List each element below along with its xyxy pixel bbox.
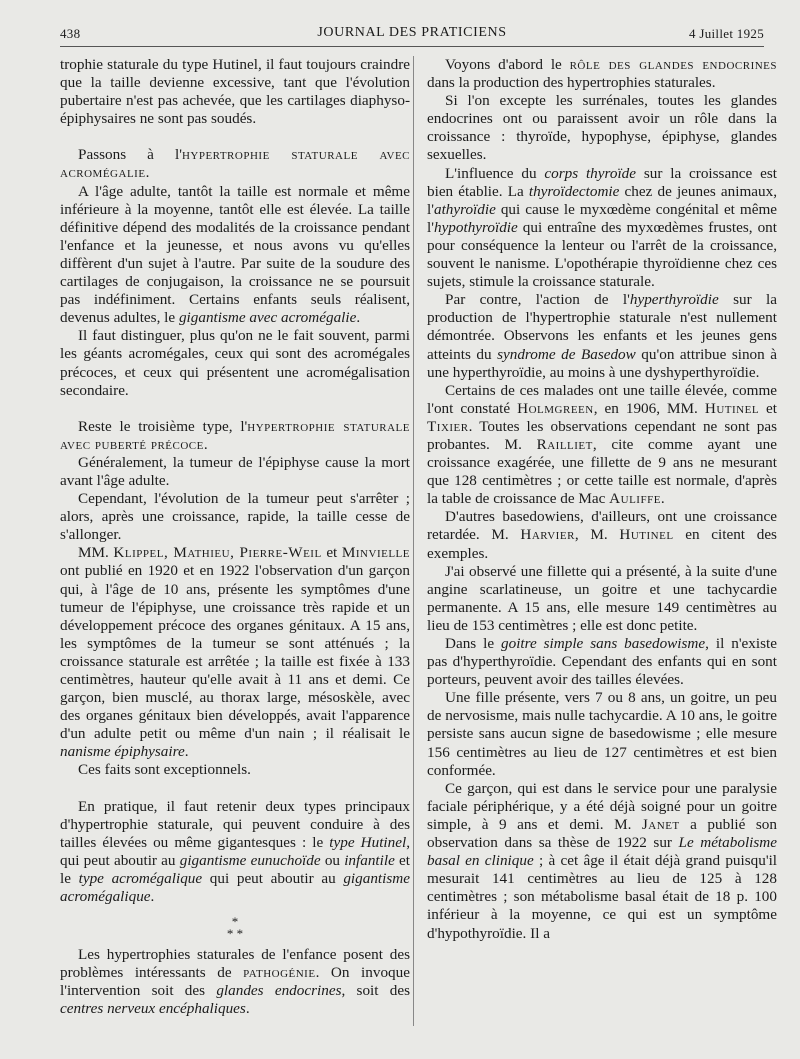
paragraph: Voyons d'abord le rôle des glandes endocrines dans la production des hypertrophies staturales. [427, 56, 778, 92]
section-heading-acromegalie: Passons à l'hypertrophie staturale avec acromégalie. [60, 146, 410, 182]
paragraph: Cependant, l'évolution de la tumeur peut s'arrêter ; alors, après une croissance, rapide, la taille cesse de s'allonger. [60, 490, 410, 544]
paragraph: D'autres basedowiens, d'ailleurs, ont une croissance retardée. M. Harvier, M. Hutinel en citent des exemples. [427, 508, 777, 562]
paragraph: Dans le goitre simple sans basedowisme, il n'existe pas d'hyperthyroïdie. Cependant des enfants qui en sont porteurs, peuvent avoir des tailles élevées. [427, 635, 777, 689]
paragraph: trophie staturale du type Hutinel, il faut toujours craindre que la taille devienne excessive, tant que l'évolution pubertaire n'est pas achevée, que les cartilages diaphyso-épiphysaires ne sont pas soudés. [60, 56, 410, 128]
page-number: 438 [60, 26, 81, 41]
separator-star-top: * [231, 914, 239, 930]
left-column [60, 56, 410, 1019]
paragraph: A l'âge adulte, tantôt la taille est normale et même inférieure à la moyenne, tantôt elle est élevée. La taille définitive dépend des modalités de la croissance pendant l'enfance et la jeunesse, et nous avons vu qu'elles diffèrent d'un sujet à l'autre. Par suite de la soudure des cartilages de conjugaison, la croissance ne se poursuit pas indéfiniment. Certains enfants seuls réalisent, devenus adultes, le gigantisme avec acromégalie. [60, 182, 410, 327]
issue-date: 4 Juillet 1925 [689, 26, 764, 41]
paragraph: Une fille présente, vers 7 ou 8 ans, un goitre, un peu de nervosisme, mais nulle tachycardie. A 10 ans, le goitre persiste sans aucun signe de basedowisme ; elle mesure 156 centimètres au lieu de 127 centimètres et est bien conformée. [427, 689, 777, 779]
section-heading-puberte: Reste le troisième type, l'hypertrophie staturale avec puberté précoce. [60, 417, 410, 453]
column-divider [413, 56, 414, 1026]
paragraph: J'ai observé une fillette qui a présenté, à la suite d'une angine scarlatineuse, un goitre et une tachycardie permanente. A 15 ans, elle mesure 149 centimètres au lieu de 153 centimètres ; elle est donc petite. [427, 562, 777, 634]
paragraph: Si l'on excepte les surrénales, toutes les glandes endocrines ont ou paraissent avoir un rôle dans la croissance : thyroïde, hypophyse, épiphyse, glandes sexuelles. [427, 92, 777, 164]
running-header [60, 22, 764, 47]
paragraph: L'influence du corps thyroïde sur la croissance est bien établie. La thyroïdectomie chez de jeunes animaux, l'athyroïdie qui cause le myxœdème congénital et même l'hypothyroïdie qui entraîne des myxœdèmes frustes, ont pour conséquence la lenteur ou l'arrêt de la croissance, souvent le nanisme. L'opothérapie thyroïdienne chez ces sujets, stimule la croissance staturale. [427, 164, 777, 291]
paragraph: Par contre, l'action de l'hyperthyroïdie sur la production de l'hypertrophie staturale n'est nullement démontrée. Observons les enfants et les jeunes gens atteints du syndrome de Basedow qu'on attribue sinon à une hyperthyroïdie, au moins à une dyshyperthyroïdie. [427, 291, 778, 381]
paragraph: Ce garçon, qui est dans le service pour une paralysie faciale périphérique, y a été déjà soigné pour un goitre simple, à 9 ans et demi. M. Janet a publié son observation dans sa thèse de 1922 sur Le métabolisme basal en clinique ; à cet âge il était déjà grand puisqu'il mesurait 141 centimètres au lieu de 125 à 128 centimètres ; son métabolisme basal était de 18 p. 100 inférieur à la moyenne, ce qui est un symptôme d'hypothyroïdie. Il a [427, 779, 778, 942]
paragraph: En pratique, il faut retenir deux types principaux d'hypertrophie staturale, qui peuvent conduire à des tailles élevées ou même gigantesques : le type Hutinel, qui peut aboutir au gigantisme eunuchoïde ou infantile et le type acromégalique qui peut aboutir au gigantisme acromégalique. [60, 797, 411, 906]
paragraph: Certains de ces malades ont une taille élevée, comme l'ont constaté Holmgreen, en 1906, MM. Hutinel et Tixier. Toutes les observations cependant ne sont pas probantes. M. Railliet, cite comme ayant une croissance exagérée, une fillette de 9 ans ne mesurant que 128 centimètres ; or cette taille est normale, d'après la table de croissance de Mac Auliffe. [427, 381, 778, 508]
paragraph: Généralement, la tumeur de l'épiphyse cause la mort avant l'âge adulte. [60, 453, 410, 489]
paragraph: Les hypertrophies staturales de l'enfance posent des problèmes intéressants de pathogénie. On invoque l'intervention soit des glandes endocrines, soit des centres nerveux encéphaliques. [60, 946, 410, 1018]
right-column [427, 56, 777, 943]
journal-title: JOURNAL DES PRATICIENS [317, 25, 507, 40]
paragraph: Ces faits sont exceptionnels. [78, 761, 251, 779]
paragraph: Il faut distinguer, plus qu'on ne le fait souvent, parmi les géants acromégales, ceux qui sont des acromégales précoces, et ceux qui présentent une acromégalisation secondaire. [60, 327, 410, 399]
separator-star-bottom: * * [226, 926, 244, 942]
paragraph: MM. Klippel, Mathieu, Pierre-Weil et Minvielle ont publié en 1920 et en 1922 l'observation d'un garçon qui, à l'âge de 10 ans, présente les symptômes d'une tumeur de l'épiphyse, une croissance très rapide et un développement précoce des organes génitaux. A 15 ans, les symptômes de la tumeur se sont atténués ; la croissance staturale est arrêtée ; la taille est fixée à 133 centimètres, hauteur qu'elle avait à 11 ans et demi. Ce garçon, bien musclé, au thorax large, mésoskèle, avec des organes génitaux bien développés, avait l'apparence d'un adulte petit ou même d'un nain ; il réalisait le nanisme épiphysaire. [60, 544, 410, 761]
section-separator [60, 916, 410, 940]
